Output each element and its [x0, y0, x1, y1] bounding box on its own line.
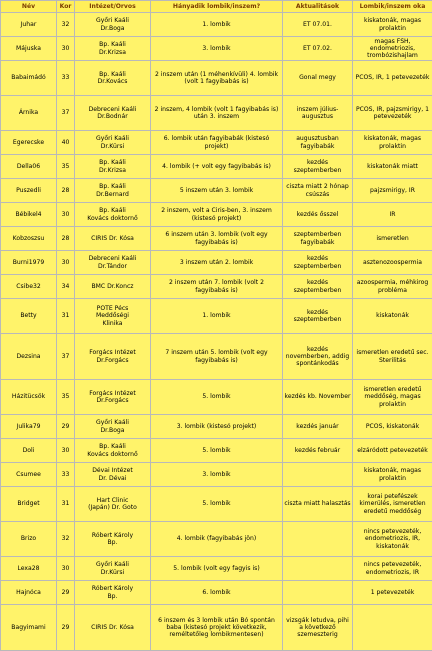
- row-reason: kiskatonák, magas prolaktin: [353, 463, 432, 487]
- row-current-status: ciszta miatt halasztás: [283, 487, 353, 522]
- table-row: [1, 203, 432, 227]
- header-clinic-doctor: Intézet/Orvos: [75, 1, 151, 13]
- row-reason: pajzsmirigy, IR: [353, 179, 432, 203]
- table-row: [1, 605, 432, 651]
- row-age: 30: [57, 557, 75, 581]
- table-row: [1, 557, 432, 581]
- row-clinic-doctor: Bp. Kaáli Dr.Kovács: [75, 61, 151, 96]
- row-reason: ismeretlen eredetű sec. Sterilitás: [353, 334, 432, 380]
- row-current-status: [283, 557, 353, 581]
- row-current-status: kezdés szeptemberben: [283, 299, 353, 334]
- row-reason: kiskatonák, magas prolaktin: [353, 131, 432, 155]
- row-age: 34: [57, 275, 75, 299]
- row-name: Bagyimami: [1, 605, 57, 651]
- table-row: [1, 299, 432, 334]
- table-row: [1, 155, 432, 179]
- row-clinic-doctor: Róbert Károly Bp.: [75, 522, 151, 557]
- row-age: 40: [57, 131, 75, 155]
- row-reason: elzáródott petevezeték: [353, 439, 432, 463]
- table-row: [1, 522, 432, 557]
- table-row: [1, 415, 432, 439]
- row-age: 37: [57, 96, 75, 131]
- row-age: 31: [57, 487, 75, 522]
- table-row: [1, 439, 432, 463]
- row-clinic-doctor: Bp. Kaáli Dr.Krizsa: [75, 155, 151, 179]
- row-reason: korai petefészek kimerülés, ismeretlen eredetű meddőség: [353, 487, 432, 522]
- row-clinic-doctor: Bp. Kaáli Kovács doktornő: [75, 439, 151, 463]
- table-body: [1, 13, 432, 651]
- row-current-status: Gonal megy: [283, 61, 353, 96]
- row-name: Bébikel4: [1, 203, 57, 227]
- row-name: Csibe32: [1, 275, 57, 299]
- row-name: Dezsina: [1, 334, 57, 380]
- table-row: [1, 131, 432, 155]
- row-name: Hajnóca: [1, 581, 57, 605]
- row-name: Julika79: [1, 415, 57, 439]
- row-age: 29: [57, 605, 75, 651]
- table-row: [1, 13, 432, 37]
- row-name: Egerecske: [1, 131, 57, 155]
- row-reason: magas FSH, endometriozis, trombózishajlam: [353, 37, 432, 61]
- header-attempt-count: Hányadik lombik/inszem?: [151, 1, 283, 13]
- row-current-status: kezdés szeptemberben: [283, 275, 353, 299]
- row-reason: nincs petevezeték, endometriozis, IR, kiskatonák: [353, 522, 432, 557]
- row-current-status: [283, 581, 353, 605]
- header-reason: Lombik/inszem oka: [353, 1, 432, 13]
- row-age: 30: [57, 439, 75, 463]
- row-attempt-count: 1. lombik: [151, 13, 283, 37]
- row-attempt-count: 6 inszem után 3. lombik (volt egy fagyibabás is): [151, 227, 283, 251]
- row-age: 33: [57, 61, 75, 96]
- table-row: [1, 463, 432, 487]
- row-clinic-doctor: Debreceni Kaáli Dr.Tándor: [75, 251, 151, 275]
- row-attempt-count: 5. lombik: [151, 380, 283, 415]
- row-attempt-count: 5 inszem után 3. lombik: [151, 179, 283, 203]
- row-clinic-doctor: Forgács Intézet Dr.Forgács: [75, 334, 151, 380]
- row-name: Betty: [1, 299, 57, 334]
- row-clinic-doctor: Győri Kaáli Dr.Boga: [75, 415, 151, 439]
- header-current-status: Aktualitások: [283, 1, 353, 13]
- row-current-status: kezdés kb. November: [283, 380, 353, 415]
- row-name: Burni1979: [1, 251, 57, 275]
- row-attempt-count: 2 inszem, volt a Ciris-ben, 3. inszem (kistesó projekt): [151, 203, 283, 227]
- row-name: Brizo: [1, 522, 57, 557]
- row-attempt-count: 1. lombik: [151, 299, 283, 334]
- row-clinic-doctor: Bp. Kaáli Dr.Krizsa: [75, 37, 151, 61]
- row-current-status: kezdés szeptemberben: [283, 251, 353, 275]
- row-age: 29: [57, 415, 75, 439]
- table-header-row: [1, 1, 432, 13]
- row-reason: PCOS, kiskatonák: [353, 415, 432, 439]
- row-clinic-doctor: Hart Clinic (Japán) Dr. Goto: [75, 487, 151, 522]
- row-current-status: kezdés szeptemberben: [283, 155, 353, 179]
- row-attempt-count: 6. lombik után fagyibabák (kistesó projekt): [151, 131, 283, 155]
- row-age: 33: [57, 463, 75, 487]
- row-age: 32: [57, 522, 75, 557]
- row-current-status: ciszta miatt 2 hónap csúszás: [283, 179, 353, 203]
- row-clinic-doctor: Győri Kaáli Dr.Boga: [75, 13, 151, 37]
- row-reason: ismeretlen: [353, 227, 432, 251]
- row-reason: kiskatonák miatt: [353, 155, 432, 179]
- row-reason: nincs petevezeték, endometriozis, IR: [353, 557, 432, 581]
- row-attempt-count: 7 inszem után 5. lombik (volt egy fagyibabás is): [151, 334, 283, 380]
- row-current-status: ET 07.01.: [283, 13, 353, 37]
- row-current-status: szeptemberben fagyibabák: [283, 227, 353, 251]
- row-current-status: [283, 463, 353, 487]
- row-attempt-count: 2 inszem után (1 méhenkívüli) 4. lombik (volt 1 fagyibabás is): [151, 61, 283, 96]
- row-attempt-count: 3. lombik: [151, 37, 283, 61]
- row-attempt-count: 5. lombik: [151, 487, 283, 522]
- table-row: [1, 380, 432, 415]
- row-current-status: vizsgák letudva, pihi a következő szemeszterig: [283, 605, 353, 651]
- row-clinic-doctor: Bp. Kaáli Kovács doktornő: [75, 203, 151, 227]
- row-attempt-count: 2 inszem után 7. lombik (volt 2 fagyibabás is): [151, 275, 283, 299]
- table-header: [1, 1, 432, 13]
- row-name: Házitücsök: [1, 380, 57, 415]
- row-attempt-count: 6 inszem és 3 lombik után Bó spontán baba (kistesó projekt következik, reméltetőleg lombikmentesen): [151, 605, 283, 651]
- row-current-status: inszem július-augusztus: [283, 96, 353, 131]
- row-clinic-doctor: Győri Kaáli Dr.Kürsi: [75, 557, 151, 581]
- row-reason: 1 petevezeték: [353, 581, 432, 605]
- row-age: 35: [57, 155, 75, 179]
- row-current-status: ET 07.02.: [283, 37, 353, 61]
- row-attempt-count: 2 inszem, 4 lombik (volt 1 fagyibabás is) után 3. inszem: [151, 96, 283, 131]
- row-name: Bridget: [1, 487, 57, 522]
- row-reason: azoospermia, méhkirog probléma: [353, 275, 432, 299]
- header-age: Kor: [57, 1, 75, 13]
- row-current-status: kezdés ősszel: [283, 203, 353, 227]
- row-name: Májuska: [1, 37, 57, 61]
- table-row: [1, 251, 432, 275]
- row-name: Babaimádó: [1, 61, 57, 96]
- row-reason: kiskatonák: [353, 299, 432, 334]
- row-clinic-doctor: BMC Dr.Koncz: [75, 275, 151, 299]
- row-current-status: augusztusban fagyibabák: [283, 131, 353, 155]
- row-age: 32: [57, 13, 75, 37]
- row-clinic-doctor: Róbert Károly Bp.: [75, 581, 151, 605]
- row-attempt-count: 4. lombik (+ volt egy fagyibabás is): [151, 155, 283, 179]
- header-name: Név: [1, 1, 57, 13]
- row-reason: [353, 605, 432, 651]
- row-age: 37: [57, 334, 75, 380]
- row-age: 31: [57, 299, 75, 334]
- row-age: 28: [57, 179, 75, 203]
- table-row: [1, 275, 432, 299]
- row-current-status: kezdés január: [283, 415, 353, 439]
- row-name: Puszedli: [1, 179, 57, 203]
- row-current-status: [283, 522, 353, 557]
- row-attempt-count: 5. lombik: [151, 439, 283, 463]
- row-clinic-doctor: POTE Pécs Meddőségi Klinika: [75, 299, 151, 334]
- row-name: Doli: [1, 439, 57, 463]
- row-current-status: kezdés novemberben, addig spontánkodás: [283, 334, 353, 380]
- row-current-status: kezdés február: [283, 439, 353, 463]
- row-attempt-count: 6. lombik: [151, 581, 283, 605]
- row-attempt-count: 3. lombik (kistesó projekt): [151, 415, 283, 439]
- row-reason: PCOS, IR, 1 petevezeték: [353, 61, 432, 96]
- row-clinic-doctor: Bp. Kaáli Dr.Bernard: [75, 179, 151, 203]
- row-name: Csumee: [1, 463, 57, 487]
- row-clinic-doctor: Debreceni Kaáli Dr.Bodnár: [75, 96, 151, 131]
- row-name: Árnika: [1, 96, 57, 131]
- row-name: Della06: [1, 155, 57, 179]
- row-attempt-count: 3 inszem után 2. lombik: [151, 251, 283, 275]
- table-row: [1, 37, 432, 61]
- table-row: [1, 487, 432, 522]
- row-attempt-count: 3. lombik: [151, 463, 283, 487]
- row-age: 29: [57, 581, 75, 605]
- table-row: [1, 581, 432, 605]
- row-clinic-doctor: Győri Kaáli Dr.Kürsi: [75, 131, 151, 155]
- row-name: Lexa28: [1, 557, 57, 581]
- row-age: 30: [57, 37, 75, 61]
- row-reason: kiskatonák, magas prolaktin: [353, 13, 432, 37]
- row-reason: IR: [353, 203, 432, 227]
- row-reason: ismeretlen eredetű meddőség, magas prolaktin: [353, 380, 432, 415]
- row-age: 30: [57, 251, 75, 275]
- row-clinic-doctor: CIRIS Dr. Kósa: [75, 227, 151, 251]
- row-clinic-doctor: CIRIS Dr. Kósa: [75, 605, 151, 651]
- table-row: [1, 96, 432, 131]
- row-reason: PCOS, IR, pajzsmirigy, 1 petevezeték: [353, 96, 432, 131]
- row-name: Kobzoszsu: [1, 227, 57, 251]
- table-row: [1, 61, 432, 96]
- row-clinic-doctor: Dévai Intézet Dr. Dévai: [75, 463, 151, 487]
- row-clinic-doctor: Forgács Intézet Dr.Forgács: [75, 380, 151, 415]
- row-age: 28: [57, 227, 75, 251]
- table-row: [1, 227, 432, 251]
- row-attempt-count: 5. lombik (volt egy fagyis is): [151, 557, 283, 581]
- table-row: [1, 179, 432, 203]
- row-name: Juhar: [1, 13, 57, 37]
- row-attempt-count: 4. lombik (fagyibabás jön): [151, 522, 283, 557]
- row-age: 30: [57, 203, 75, 227]
- row-age: 35: [57, 380, 75, 415]
- row-reason: asztenozoospermia: [353, 251, 432, 275]
- table-row: [1, 334, 432, 380]
